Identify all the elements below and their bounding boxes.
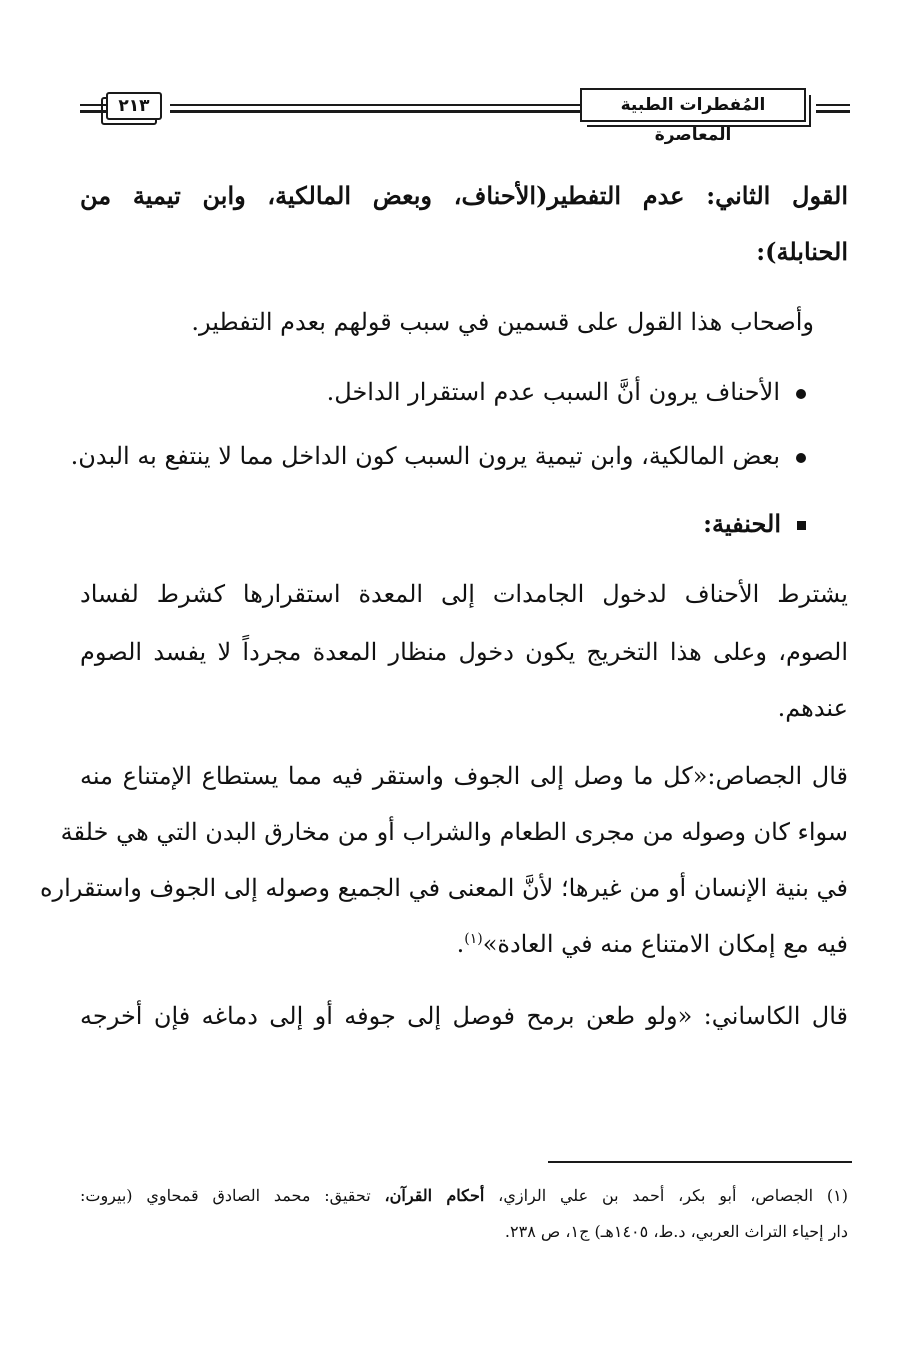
header-rule-middle-lower	[170, 110, 582, 113]
section-heading	[80, 504, 848, 544]
hanafi-paragraph-line-2: الصوم، وعلى هذا التخريج يكون دخول منظار المعدة مجرداً لا يفسد الصوم	[80, 638, 848, 666]
footnote-line-2: دار إحياء التراث العربي، د.ط، ١٤٠٥هـ) ج١، ص ٢٣٨.	[504, 1222, 848, 1241]
hanafi-paragraph-line-1: يشترط الأحناف لدخول الجامدات إلى المعدة استقرارها كشرط لفساد	[80, 580, 848, 608]
bullet-item-2	[70, 436, 848, 476]
bullet-dot-icon	[796, 453, 806, 463]
square-bullet-icon	[797, 521, 806, 530]
footnote-marker[interactable]: (١)	[464, 931, 483, 947]
page-header	[80, 86, 850, 145]
header-rule-right-lower	[816, 110, 850, 113]
footnote-citation-editor: تحقيق: محمد الصادق قمحاوي (بيروت:	[80, 1186, 371, 1205]
bullet-item-1-text: الأحناف يرون أنَّ السبب عدم استقرار الداخل.	[326, 378, 780, 406]
page-number: ٢١٣	[106, 92, 162, 120]
paragraph-intro-text: وأصحاب هذا القول على قسمين في سبب قولهم بعدم التفطير.	[191, 308, 814, 336]
jassas-quote-line-4	[80, 924, 848, 964]
bullet-dot-icon	[796, 389, 806, 399]
footnote-citation-title: أحكام القرآن،	[384, 1186, 485, 1205]
jassas-quote-line-3: في بنية الإنسان أو من غيرها؛ لأنَّ المعنى في الجميع وصوله إلى الجوف واستقراره	[39, 874, 848, 902]
bullet-item-1	[80, 372, 848, 412]
paragraph-intro	[80, 302, 848, 342]
jassas-quote-line-2: سواء كان وصوله من مجرى الطعام والشراب أو من مخارق البدن التي هي خلقة	[60, 818, 848, 846]
jassas-quote-line-4-text: فيه مع إمكان الامتناع منه في العادة»	[482, 930, 848, 958]
footnote-separator	[548, 1161, 852, 1163]
opinion-heading-line-1: القول الثاني: عدم التفطير(الأحناف، وبعض المالكية، وابن تيمية من	[80, 181, 848, 210]
jassas-quote-line-1: قال الجصاص:«كل ما وصل إلى الجوف واستقر فيه مما يستطاع الإمتناع منه	[80, 762, 849, 790]
kasani-quote-line-1: قال الكاساني: «ولو طعن برمح فوصل إلى جوفه أو إلى دماغه فإن أخرجه	[80, 1002, 848, 1030]
footnote-citation-author: (١) الجصاص، أبو بكر، أحمد بن علي الرازي،	[498, 1186, 849, 1205]
footnote-line-1	[80, 1182, 848, 1210]
hanafi-paragraph-line-3: عندهم.	[777, 694, 848, 722]
opinion-heading-line-2: الحنابلة):	[756, 237, 848, 266]
header-rule-right	[816, 104, 850, 106]
header-rule-middle	[170, 104, 582, 106]
running-title: المُفطرات الطبية المعاصرة	[580, 88, 806, 122]
bullet-item-2-text: بعض المالكية، وابن تيمية يرون السبب كون الداخل مما لا ينتفع به البدن.	[70, 442, 780, 470]
section-heading-text: الحنفية:	[703, 509, 781, 538]
sentence-end: .	[456, 930, 465, 958]
